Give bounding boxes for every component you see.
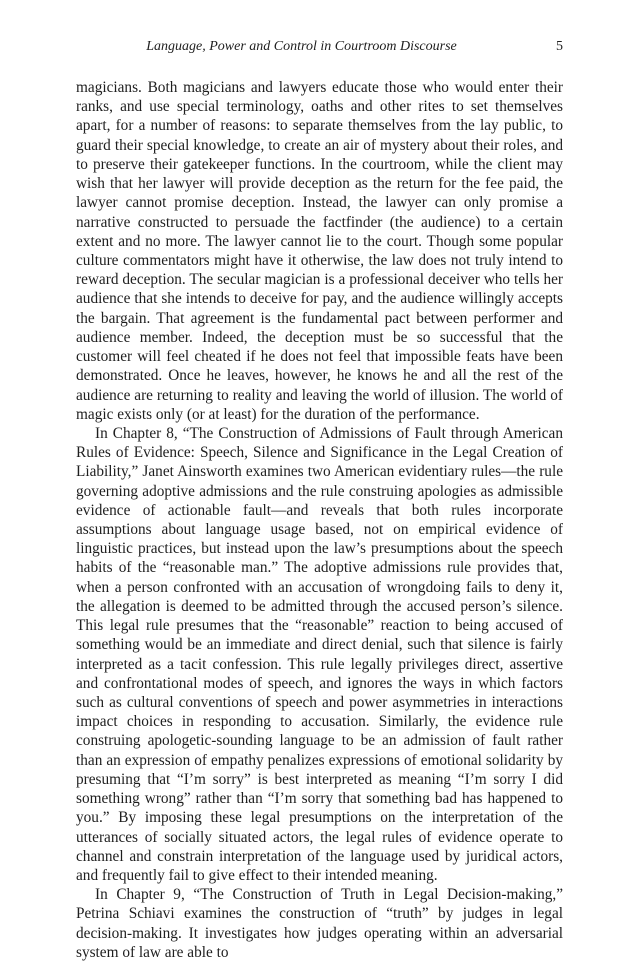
- paragraph-continuation: magicians. Both magicians and lawyers educate those who would enter their ranks, and use special terminology, oaths and other rites to set themselves apart, for a number of reasons: to separate themselves from the lay public, to guard their special knowledge, to create an air of mystery about their roles, and to preserve their gatekeeper functions. In the courtroom, while the client may wish that her lawyer will provide deception as the return for the fee paid, the lawyer cannot promise deception. Instead, the lawyer can only promise a narrative constructed to persuade the factfinder (the audience) to a certain extent and no more. The lawyer cannot lie to the court. Though some popular culture commentators might have it otherwise, the law does not truly intend to reward deception. The secular magician is a professional deceiver who tells her audience that she intends to deceive for pay, and the audience willingly accepts the bargain. That agreement is the fundamental pact between performer and audience member. Indeed, the deception must be so successful that the customer will feel cheated if he does not feel that impossible feats have been demonstrated. Once he leaves, however, he knows he and all the rest of the audience are returning to reality and leaving the world of illusion. The world of magic exists only (or at least) for the duration of the performance.: [76, 79, 563, 423]
- paragraph-chapter-9: In Chapter 9, “The Construction of Truth in Legal Decision-making,” Petrina Schiavi examines the construction of “truth” by judges in legal decision-making. It investigates how judges operating within an adversarial system of law are able to: [76, 886, 563, 961]
- paragraph-chapter-8: In Chapter 8, “The Construction of Admissions of Fault through American Rules of Evidence: Speech, Silence and Significance in the Legal Creation of Liability,” Janet Ainsworth examines two American evidentiary rules—the rule governing adoptive admissions and the rule construing apologies as admissible evidence of actionable fault—and reveals that both rules incorporate assumptions about language usage based, not on empirical evidence of linguistic practices, but instead upon the law’s presumptions about the speech habits of the “reasonable man.” The adoptive admissions rule provides that, when a person confronted with an accusation of wrongdoing fails to deny it, the allegation is deemed to be admitted through the accused person’s silence. This legal rule presumes that the “reasonable” reaction to being accused of something would be an immediate and direct denial, such that silence is fairly interpreted as a tacit confession. This rule legally privileges direct, assertive and confrontational modes of speech, and ignores the ways in which factors such as cultural conventions of speech and power asymmetries in interactions impact choices in responding to accusation. Similarly, the evidence rule construing apologetic-sounding language to be an admission of fault rather than an expression of empathy penalizes expressions of emotional solidarity by presuming that “I’m sorry” is best interpreted as meaning “I’m sorry I did something wrong” rather than “I’m sorry that something bad has happened to you.” By imposing these legal presumptions on the interpretation of the utterances of socially situated actors, the legal rules of evidence operate to channel and constrain interpretation of the language used by juridical actors, and frequently fail to give effect to their intended meaning.: [76, 424, 563, 884]
- body-text: [76, 78, 563, 962]
- running-header: [76, 38, 563, 56]
- page-number: 5: [556, 39, 563, 54]
- running-title: Language, Power and Control in Courtroom Discourse: [146, 39, 457, 54]
